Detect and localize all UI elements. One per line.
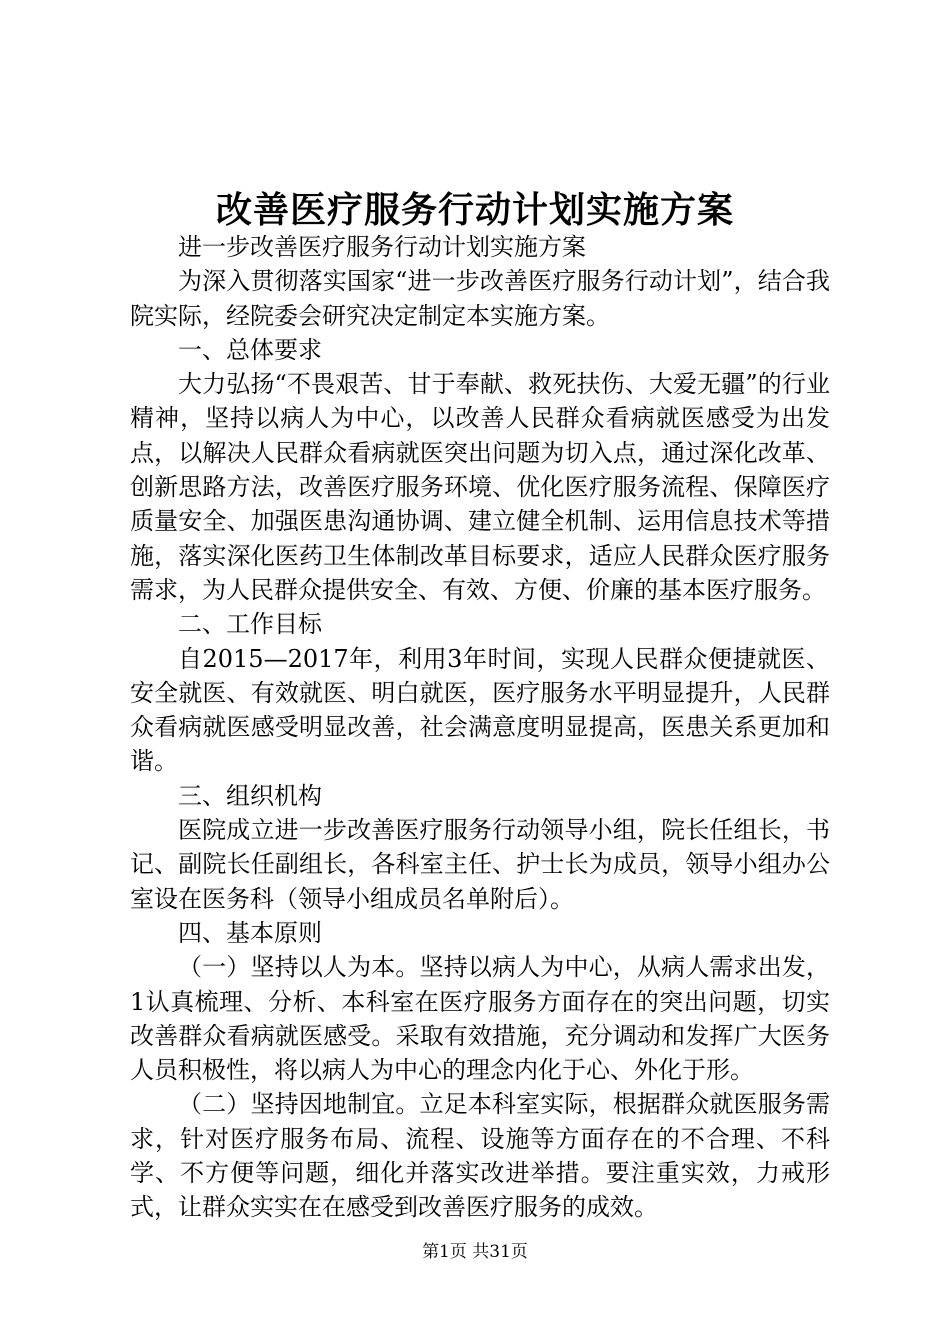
principle-two-paragraph: （二）坚持因地制宜。立足本科室实际，根据群众就医服务需求，针对医疗服务布局、流程、设施等方面存在的不合理、不科学、不方便等问题，细化并落实改进举措。要注重实效，力戒形式，让群众实实在在感受到改善医疗服务的成效。 — [130, 1090, 830, 1222]
page-footer: 第1页 共31页 — [422, 1242, 528, 1262]
section-heading-basic-principles: 四、基本原则 — [178, 918, 322, 947]
intro-paragraph: 为深入贯彻落实国家“进一步改善医疗服务行动计划”，结合我院实际，经院委会研究决定制定本实施方案。 — [130, 267, 830, 330]
general-requirements-paragraph: 大力弘扬“不畏艰苦、甘于奉献、救死扶伤、大爱无疆”的行业精神，坚持以病人为中心，以改善人民群众看病就医感受为出发点，以解决人民群众看病就医突出问题为切入点，通过深化改革、创新思路方法，改善医疗服务环境、优化医疗服务流程、保障医疗质量安全、加强医患沟通协调、建立健全机制、运用信息技术等措施，落实深化医药卫生体制改革目标要求，适应人民群众医疗服务需求，为人民群众提供安全、有效、方便、价廉的基本医疗服务。 — [130, 370, 830, 604]
section-heading-general-requirements: 一、总体要求 — [178, 335, 322, 364]
document-title: 改善医疗服务行动计划实施方案 — [215, 189, 734, 231]
subtitle-paragraph: 进一步改善医疗服务行动计划实施方案 — [178, 233, 586, 261]
organization-paragraph: 医院成立进一步改善医疗服务行动领导小组，院长任组长，书记、副院长任副组长，各科室主任、护士长为成员，领导小组办公室设在医务科（领导小组成员名单附后）。 — [130, 816, 830, 913]
section-heading-work-goals: 二、工作目标 — [178, 610, 322, 639]
section-heading-organization: 三、组织机构 — [178, 781, 322, 810]
work-goals-paragraph: 自2015—2017年，利用3年时间，实现人民群众便捷就医、安全就医、有效就医、明白就医，医疗服务水平明显提升，人民群众看病就医感受明显改善，社会满意度明显提高，医患关系更加和谐。 — [130, 644, 830, 776]
principle-one-paragraph: （一）坚持以人为本。坚持以病人为中心，从病人需求出发，1认真梳理、分析、本科室在医疗服务方面存在的突出问题，切实改善群众看病就医感受。采取有效措施，充分调动和发挥广大医务人员积极性，将以病人为中心的理念内化于心、外化于形。 — [130, 953, 830, 1085]
document-body — [130, 230, 830, 1225]
